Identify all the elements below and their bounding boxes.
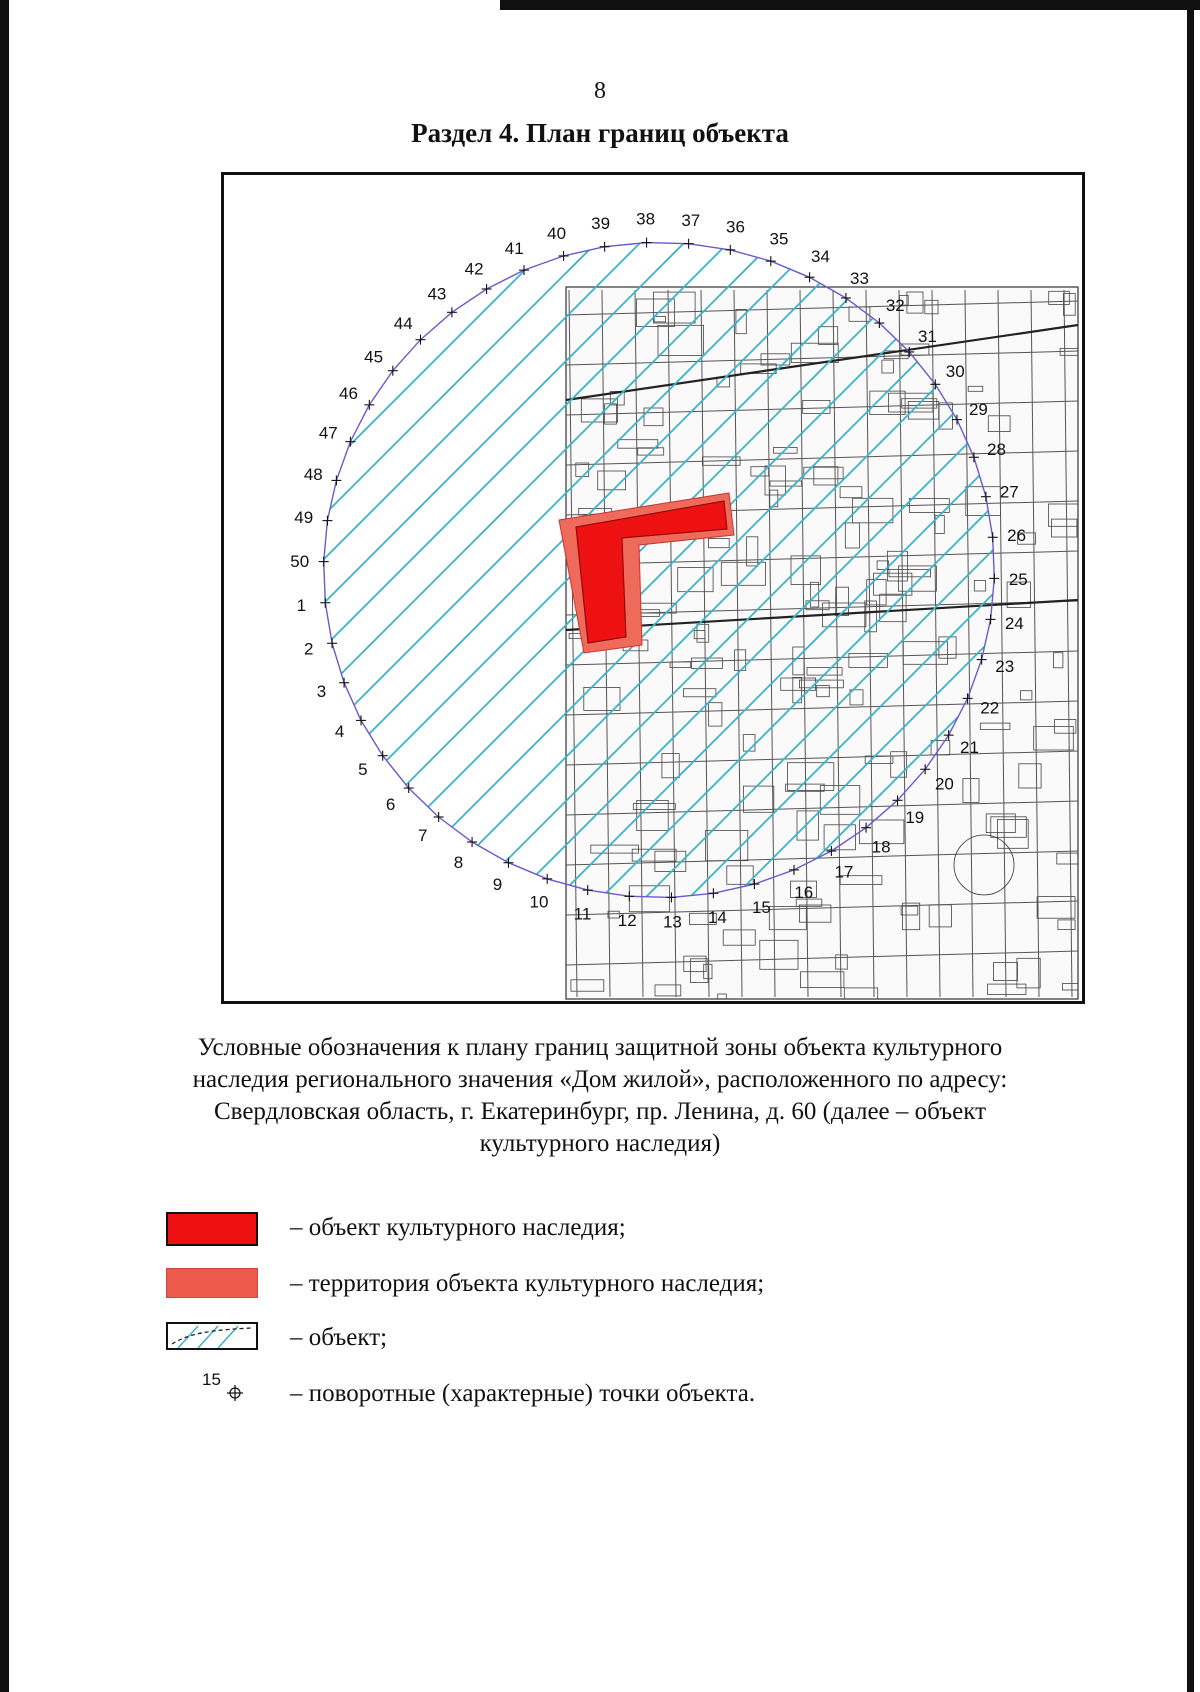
boundary-point — [493, 858, 514, 894]
boundary-point-label: 5 — [358, 760, 368, 780]
boundary-point-label: 39 — [591, 214, 611, 234]
scan-edge-left — [0, 0, 9, 1692]
boundary-point-label: 17 — [834, 862, 854, 882]
boundary-point-label: 7 — [417, 825, 428, 845]
boundary-point-label: 33 — [850, 269, 869, 289]
boundary-point-label: 45 — [364, 347, 384, 367]
plan-drawing — [224, 175, 1082, 1001]
boundary-point-label: 43 — [427, 284, 447, 304]
point-cross-icon — [226, 1384, 244, 1402]
boundary-point-label: 48 — [303, 465, 323, 484]
boundary-point-label: 1 — [296, 596, 307, 615]
boundary-point-label: 47 — [318, 423, 338, 443]
boundary-point-label: 6 — [385, 794, 396, 814]
boundary-point — [358, 751, 388, 779]
boundary-point-label: 25 — [1008, 570, 1028, 589]
legend-text: – поворотные (характерные) точки объекта. — [290, 1380, 756, 1407]
boundary-point — [418, 812, 444, 845]
boundary-point — [636, 210, 655, 248]
boundary-point-label: 27 — [999, 482, 1019, 502]
boundary-point — [319, 423, 356, 446]
legend-swatch-object-icon — [166, 1212, 258, 1246]
legend-swatch-territory-icon — [166, 1268, 258, 1298]
boundary-point-label: 40 — [547, 224, 567, 243]
boundary-point-label: 29 — [968, 399, 988, 419]
boundary-point-label: 30 — [945, 361, 965, 381]
boundary-point-label: 18 — [871, 837, 891, 857]
boundary-point-label: 44 — [393, 314, 413, 333]
legend-item-point — [160, 1370, 1060, 1414]
boundary-point-label: 19 — [905, 808, 925, 827]
boundary-point-label: 23 — [995, 657, 1015, 676]
boundary-point — [394, 314, 426, 345]
boundary-point-label: 3 — [316, 681, 327, 701]
boundary-point — [290, 552, 328, 571]
boundary-point-label: 37 — [681, 210, 701, 230]
boundary-point-label: 9 — [492, 875, 503, 895]
legend-text: – объект; — [290, 1324, 388, 1351]
boundary-point-label: 42 — [464, 259, 484, 279]
boundary-point — [335, 715, 366, 741]
boundary-point-label: 2 — [303, 639, 314, 659]
boundary-point — [547, 224, 568, 261]
boundary-point — [427, 285, 456, 318]
boundary-point-label: 31 — [917, 327, 937, 347]
boundary-point-label: 38 — [636, 209, 656, 229]
legend-item-zone — [160, 1322, 1060, 1358]
boundary-point — [454, 837, 477, 872]
boundary-plan-map — [221, 172, 1085, 1004]
boundary-point — [505, 239, 529, 275]
boundary-point-label: 32 — [885, 296, 905, 316]
boundary-point-label: 10 — [529, 892, 549, 912]
boundary-point-label: 35 — [769, 229, 789, 249]
boundary-point — [297, 596, 331, 615]
boundary-point — [364, 347, 398, 375]
boundary-point — [805, 247, 830, 282]
legend-item-object — [160, 1212, 1060, 1248]
boundary-point-label: 12 — [617, 911, 637, 931]
boundary-point-label: 21 — [960, 738, 979, 757]
boundary-point-label: 41 — [504, 239, 524, 259]
scan-edge-right — [1187, 0, 1194, 1692]
boundary-point — [339, 384, 374, 410]
legend-point-label: 15 — [202, 1370, 221, 1389]
boundary-point — [465, 260, 492, 294]
boundary-point-label: 15 — [751, 898, 771, 917]
boundary-point-label: 36 — [726, 217, 745, 237]
boundary-point — [766, 230, 789, 267]
boundary-point-label: 22 — [980, 698, 1000, 718]
boundary-point-label: 11 — [573, 904, 592, 924]
boundary-point-label: 4 — [334, 722, 345, 742]
page-number: 8 — [594, 78, 606, 104]
boundary-point-label: 16 — [794, 882, 814, 902]
boundary-point-label: 24 — [1004, 613, 1024, 633]
boundary-point-label: 8 — [453, 852, 464, 872]
scan-edge-top — [500, 0, 1200, 10]
boundary-point-label: 28 — [987, 440, 1006, 460]
boundary-point-label: 20 — [934, 774, 954, 794]
legend-caption: Условные обозначения к плану границ защитной зоны объекта культурного наследия регионального значения «Дом жилой», расположенного по адресу: Свердловская область, г. Екатеринбург, пр. Ленина, д. 60 (далее – объект культурного наследия) — [192, 1034, 1008, 1157]
boundary-point-label: 13 — [662, 912, 682, 932]
legend-text: – объект культурного наследия; — [290, 1214, 626, 1241]
boundary-point-label: 49 — [294, 508, 314, 528]
legend-item-territory — [160, 1268, 1060, 1304]
boundary-point-label: 46 — [339, 384, 358, 403]
legend-text: – территория объекта культурного наследия; — [290, 1270, 765, 1297]
boundary-point-label: 14 — [707, 907, 727, 927]
page-title: Раздел 4. План границ объекта — [411, 118, 789, 148]
boundary-point — [304, 638, 337, 658]
boundary-point-label: 26 — [1007, 526, 1027, 545]
boundary-point-label: 34 — [811, 246, 830, 266]
boundary-point — [386, 783, 414, 814]
boundary-point — [317, 678, 349, 701]
boundary-point-label: 50 — [290, 552, 310, 571]
basemap-topographic-icon — [566, 287, 1082, 1001]
legend-swatch-zone-icon — [166, 1322, 258, 1350]
